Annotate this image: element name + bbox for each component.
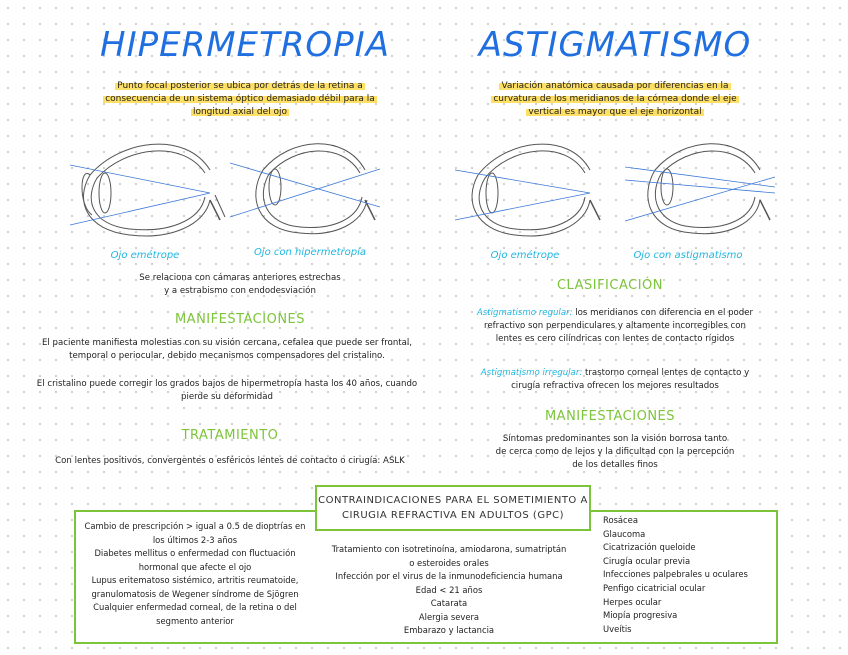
astigmatismo-eye-diagrams: [450, 125, 780, 245]
contra-item: Catarata: [430, 598, 468, 608]
caption-emetrope-right: Ojo emétrope: [490, 250, 560, 261]
caption-hipermetropia: Ojo con hipermetropía: [253, 247, 367, 258]
contra-item: o esteroides orales: [409, 557, 489, 568]
hipermetropia-eye-diagrams: [60, 125, 380, 245]
contra-item: Diabetes mellitus o enfermedad con fluctuación: [94, 548, 296, 558]
tratamiento-heading: TRATAMIENTO: [181, 428, 279, 443]
manifestaciones-heading-right: MANIFESTACIONES: [544, 409, 676, 424]
contra-heading-line: CONTRAINDICACIONES PARA EL SOMETIMIENTO A: [318, 495, 588, 506]
caption-astigmatismo: Ojo con astigmatismo: [633, 250, 743, 261]
astigmatismo-definition: [475, 80, 755, 119]
definition-line: longitud axial del ojo: [192, 107, 288, 117]
hyperopic-eye: [256, 144, 375, 234]
contra-item: Herpes ocular: [603, 596, 662, 607]
manifestaciones-heading-left: MANIFESTACIONES: [174, 312, 306, 327]
clasificacion-heading: CLASIFICACIÓN: [556, 278, 664, 293]
contra-item: granulomatosis de Wegener síndrome de Sjögren: [91, 588, 299, 599]
astigmatismo-irregular: [460, 367, 770, 393]
contra-item: hormonal que afecte el ojo: [138, 561, 252, 572]
astigmatismo-manifestaciones: [470, 433, 760, 472]
contra-item: Miopía progresiva: [603, 610, 678, 621]
definition-line: Variación anatómica causada por diferencias en la: [501, 81, 729, 91]
manif-line: pierde su deformidad: [181, 392, 273, 402]
contra-heading-line: CIRUGIA REFRACTIVA EN ADULTOS (GPC): [341, 510, 564, 521]
astigmatismo-regular: [460, 307, 770, 346]
relation-text: [110, 272, 370, 298]
irregular-line: cirugía refractiva ofrecen los mejores resultados: [511, 381, 719, 391]
contra-item: Cicatrización queloide: [603, 542, 696, 553]
contra-item: Lupus eritematoso sistémico, artritis reumatoide,: [91, 575, 299, 585]
definition-line: curvatura de los meridianos de la córnea donde el eje: [493, 94, 737, 104]
definition-line: vertical es mayor que el eje horizontal: [528, 107, 702, 117]
contra-col-1: [80, 520, 310, 628]
contraindicaciones-heading-box: [315, 485, 591, 531]
manifestaciones-p1: [22, 337, 432, 363]
manif-line: Síntomas predominantes son la visión borrosa tanto: [502, 434, 728, 444]
contra-item: Cirugía ocular previa: [603, 555, 691, 566]
manifestaciones-p2: [22, 378, 432, 404]
irregular-label: Astigmatismo irregular:: [480, 368, 583, 378]
contra-item: Penfigo cicatricial ocular: [603, 582, 706, 593]
contra-col-2: [318, 543, 580, 638]
manif-line: temporal o periocular, debido mecanismos compensadores del cristalino.: [69, 351, 385, 361]
contra-col-3: [603, 514, 768, 636]
regular-line: lentes es cero cilíndricas con lentes de contacto rígidos: [495, 334, 735, 344]
contra-item: segmento anterior: [156, 615, 234, 626]
hipermetropia-definition: [100, 80, 380, 119]
definition-line: Punto focal posterior se ubica por detrás de la retina a: [117, 81, 363, 91]
contra-item: Cambio de prescripción > igual a 0.5 de dioptrías en: [84, 521, 306, 531]
tratamiento-text: Con lentes positivos, convergentes o esféricos lentes de contacto o cirugía: ASLK: [55, 456, 405, 466]
manif-line: de los detalles finos: [572, 460, 658, 470]
contra-item: Glaucoma: [603, 528, 646, 539]
definition-line: consecuencia de un sistema óptico demasiado débil para la: [105, 94, 375, 104]
contra-item: Alergia severa: [418, 611, 480, 622]
emmetropic-eye-left: [82, 144, 225, 236]
contra-item: Infecciones palpebrales u oculares: [603, 569, 748, 580]
contra-item: Rosácea: [603, 515, 638, 525]
caption-emetrope-left: Ojo emétrope: [110, 250, 180, 261]
contra-item: Embarazo y lactancia: [403, 625, 495, 635]
regular-label: Astigmatismo regular:: [476, 308, 573, 318]
contra-item: Edad < 21 años: [415, 584, 483, 595]
manif-line: El paciente manifiesta molestias con su visión cercana, cefalea que puede ser frontal,: [41, 338, 413, 348]
contra-item: Tratamiento con isotretinoína, amiodarona, sumatriptán: [331, 544, 567, 554]
astigmatic-eye: [648, 144, 770, 234]
regular-line: los meridianos con diferencia en el poder: [575, 308, 754, 318]
contra-item: Uveítis: [603, 623, 632, 634]
emmetropic-rays-right: [455, 170, 590, 220]
irregular-line: trastorno corneal lentes de contacto y: [584, 368, 750, 378]
contra-item: Infección por el virus de la inmunodeficiencia humana: [335, 571, 563, 581]
manif-line: El cristalino puede corregir los grados bajos de hipermetropía hasta los 40 años, cuando: [36, 379, 418, 389]
hipermetropia-title: HIPERMETROPIA: [100, 25, 390, 65]
relation-line: y a estrabismo con endodesviación: [164, 286, 316, 296]
relation-line: Se relaciona con cámaras anteriores estrechas: [139, 273, 341, 283]
emmetropic-eye-right: [472, 144, 600, 236]
contra-item: los últimos 2-3 años: [152, 534, 238, 545]
contra-item: Cualquier enfermedad corneal, de la retina o del: [93, 602, 297, 612]
regular-line: refractivo son perpendiculares y altamente incorregibles con: [484, 321, 746, 331]
astigmatismo-title: ASTIGMATISMO: [478, 25, 752, 65]
manif-line: de cerca como de lejos y la dificultad con la percepción: [495, 447, 735, 457]
